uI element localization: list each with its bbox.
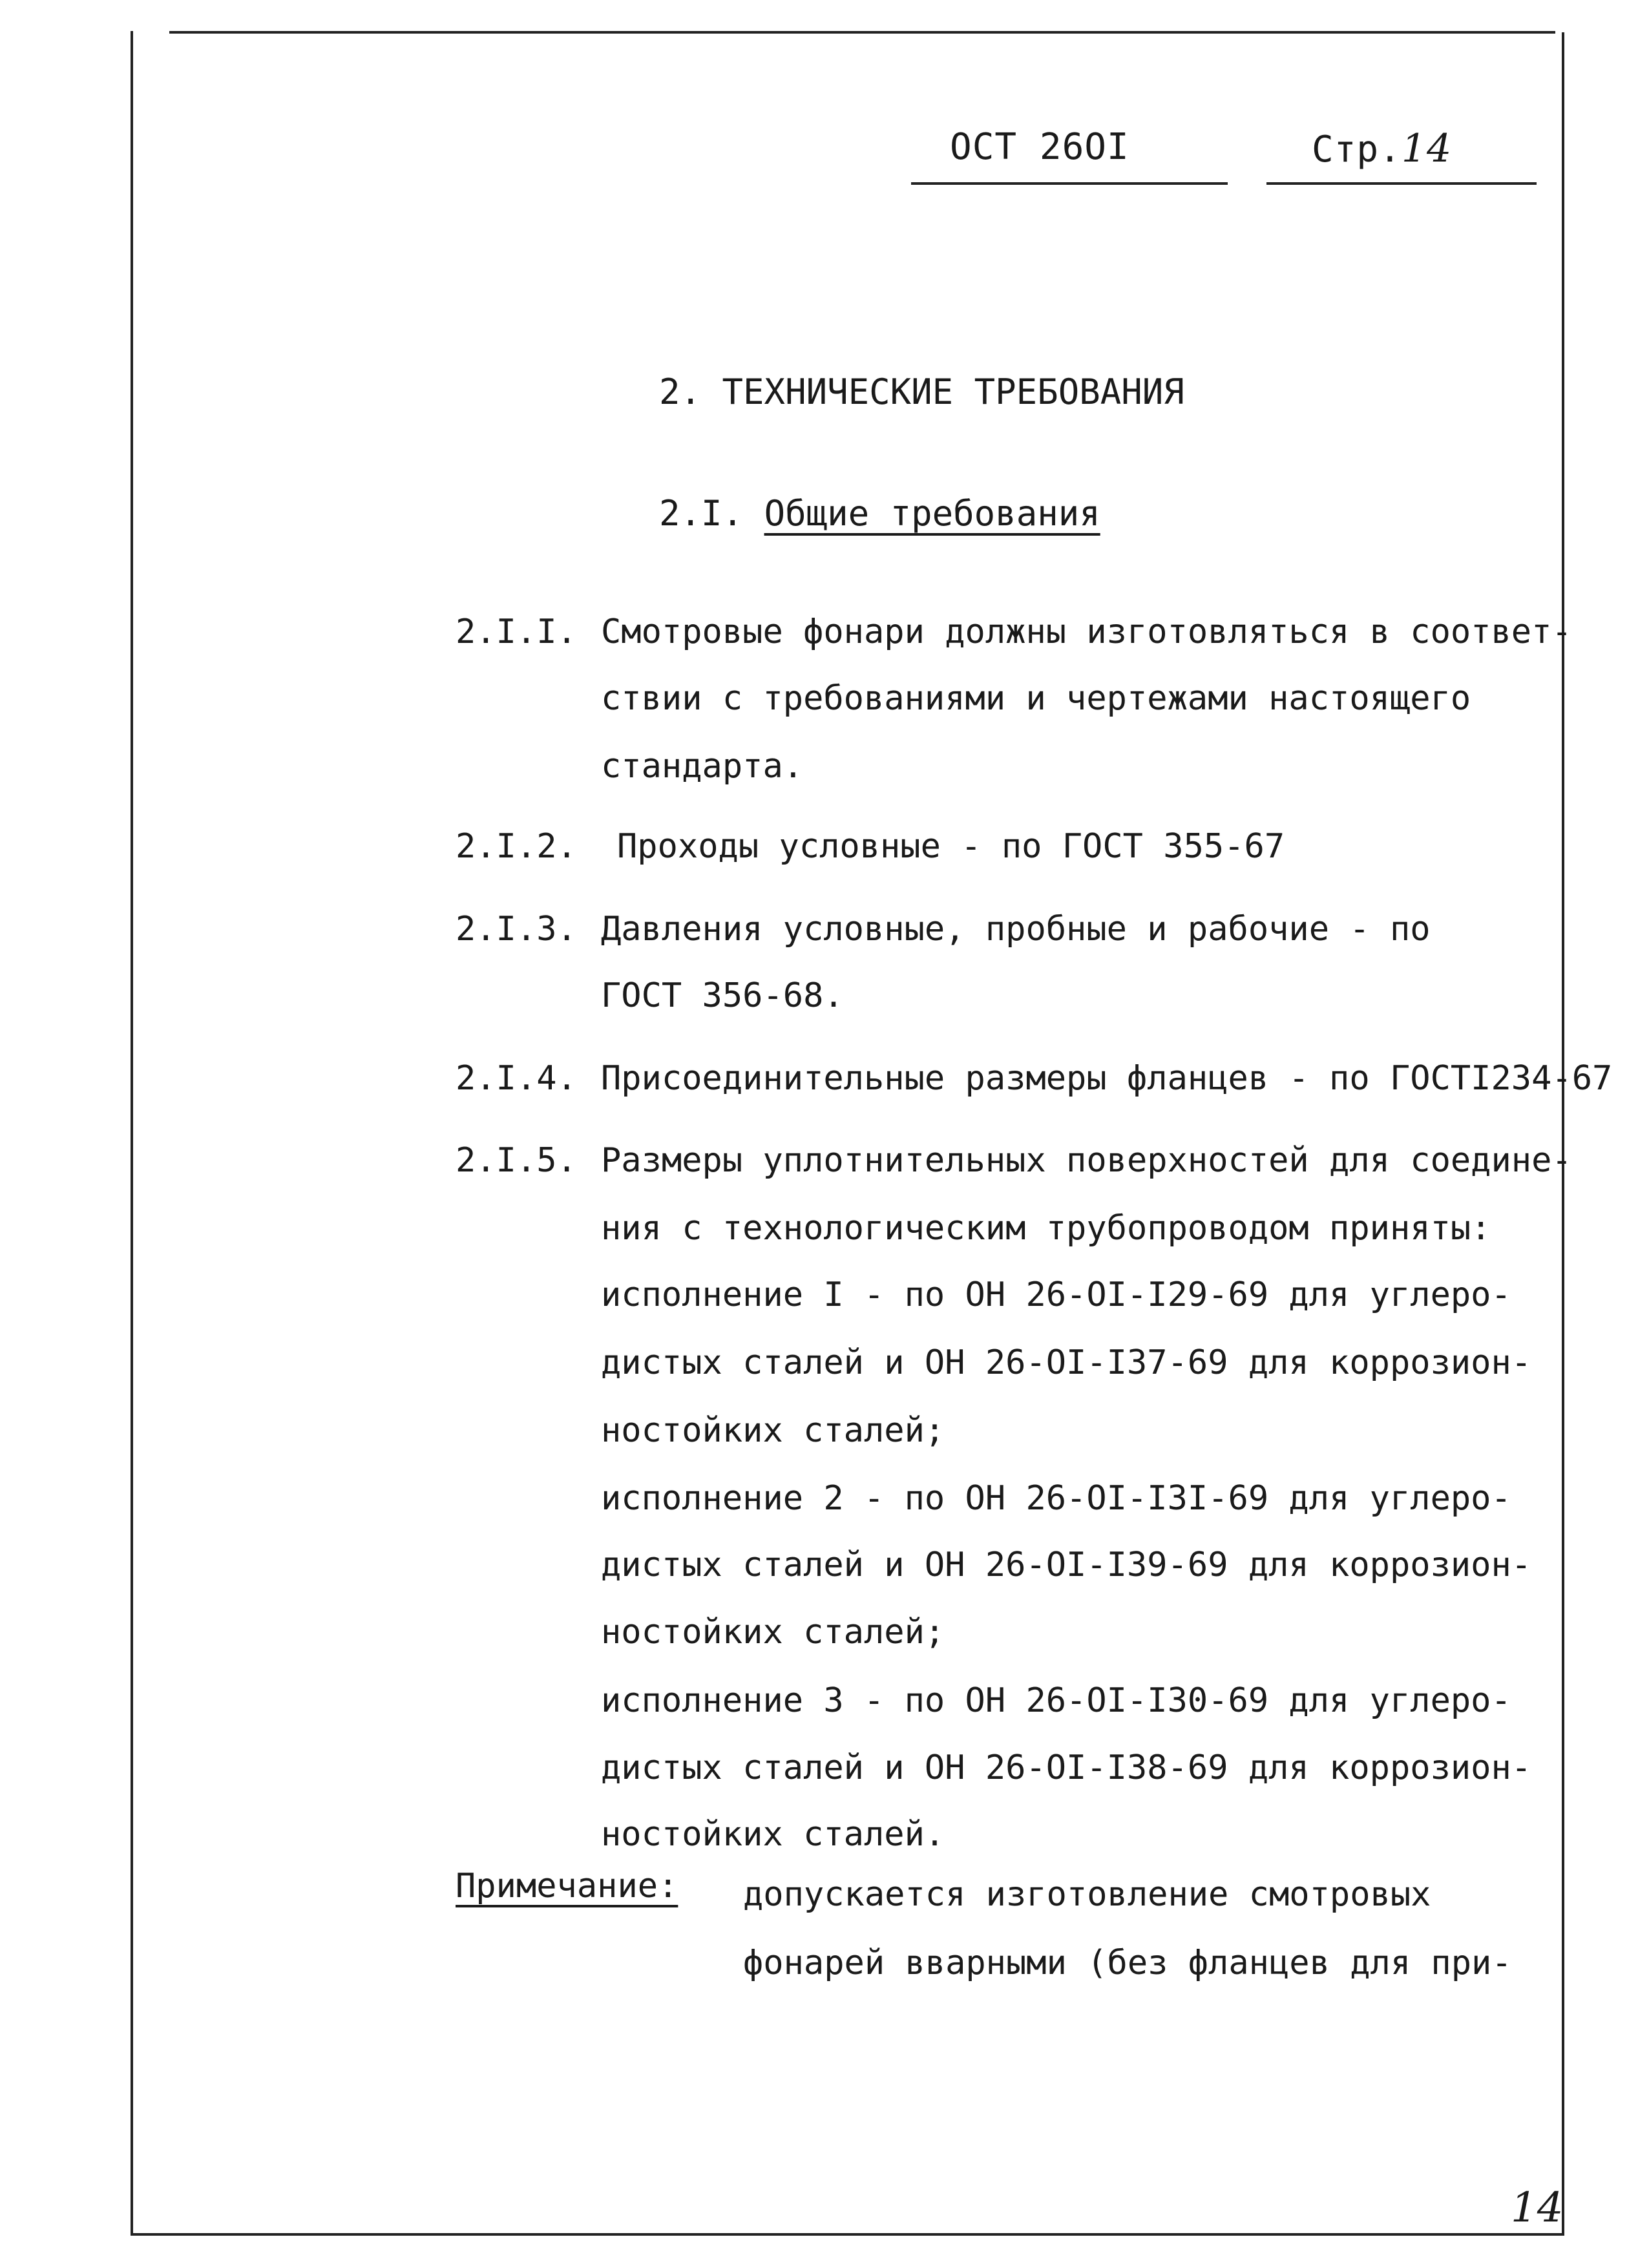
sheet-number-handwritten: 14 — [1511, 2184, 1564, 2232]
clause-line: Проходы условные - по ГОСТ 355-67 — [617, 827, 1285, 866]
subsection-number: 2.I. — [659, 493, 744, 534]
note-label: Примечание: — [456, 1867, 678, 1906]
page-label-underline — [1266, 182, 1537, 185]
clause-number: 2.I.4. — [456, 1059, 577, 1098]
clause-line: исполнение 3 - по ОН 26-OI-I30-69 для углеро- — [601, 1681, 1511, 1720]
clause-number: 2.I.5. — [456, 1141, 577, 1180]
clause-line: ностойких сталей. — [601, 1815, 945, 1854]
clause-number: 2.I.I. — [456, 613, 577, 651]
frame-left-border — [131, 31, 133, 2234]
page-label: Стр. — [1312, 129, 1402, 171]
clause-number: 2.I.2. — [456, 827, 577, 866]
document-code: ОСТ 26OI — [950, 126, 1129, 168]
clause-line: дистых сталей и ОН 26-OI-I37-69 для коррозион- — [601, 1343, 1532, 1382]
subsection-title: Общие требования — [764, 493, 1100, 534]
document-code-underline — [911, 182, 1228, 185]
clause-number: 2.I.3. — [456, 910, 577, 949]
clause-line: ностойких сталей; — [601, 1411, 945, 1450]
clause-line: ствии с требованиями и чертежами настоящего — [601, 679, 1471, 718]
page-label-group — [1312, 126, 1453, 171]
clause-line: дистых сталей и ОН 26-OI-I38-69 для коррозион- — [601, 1748, 1532, 1787]
clause-line: Размеры уплотнительных поверхностей для соедине- — [601, 1141, 1572, 1180]
clause-line: Давления условные, пробные и рабочие - по — [601, 910, 1431, 949]
clause-line: Смотровые фонари должны изготовляться в соответ- — [601, 613, 1572, 651]
page-number-handwritten: 14 — [1401, 126, 1453, 171]
clause-line: дистых сталей и ОН 26-OI-I39-69 для коррозион- — [601, 1546, 1532, 1584]
note-line: допускается изготовление смотровых — [743, 1875, 1431, 1914]
clause-line: стандарта. — [601, 747, 804, 786]
clause-line: ностойких сталей; — [601, 1613, 945, 1652]
clause-line: исполнение 2 - по ОН 26-OI-I3I-69 для углеро- — [601, 1479, 1511, 1518]
clause-line: ГОСТ 356-68. — [601, 976, 844, 1015]
section-title: 2. ТЕХНИЧЕСКИЕ ТРЕБОВАНИЯ — [659, 372, 1184, 412]
frame-right-border — [1562, 32, 1564, 2236]
clause-line: исполнение I - по ОН 26-OI-I29-69 для углеро- — [601, 1276, 1511, 1314]
subsection-heading — [659, 493, 1100, 534]
note-line: фонарей вварными (без фланцев для при- — [743, 1944, 1512, 1982]
clause-line: Присоединительные размеры фланцев - по ГОСТI234-67 — [601, 1059, 1613, 1098]
frame-bottom-border — [131, 2233, 1564, 2236]
clause-line: ния с технологическим трубопроводом приняты: — [601, 1209, 1491, 1248]
frame-top-border — [169, 31, 1555, 34]
